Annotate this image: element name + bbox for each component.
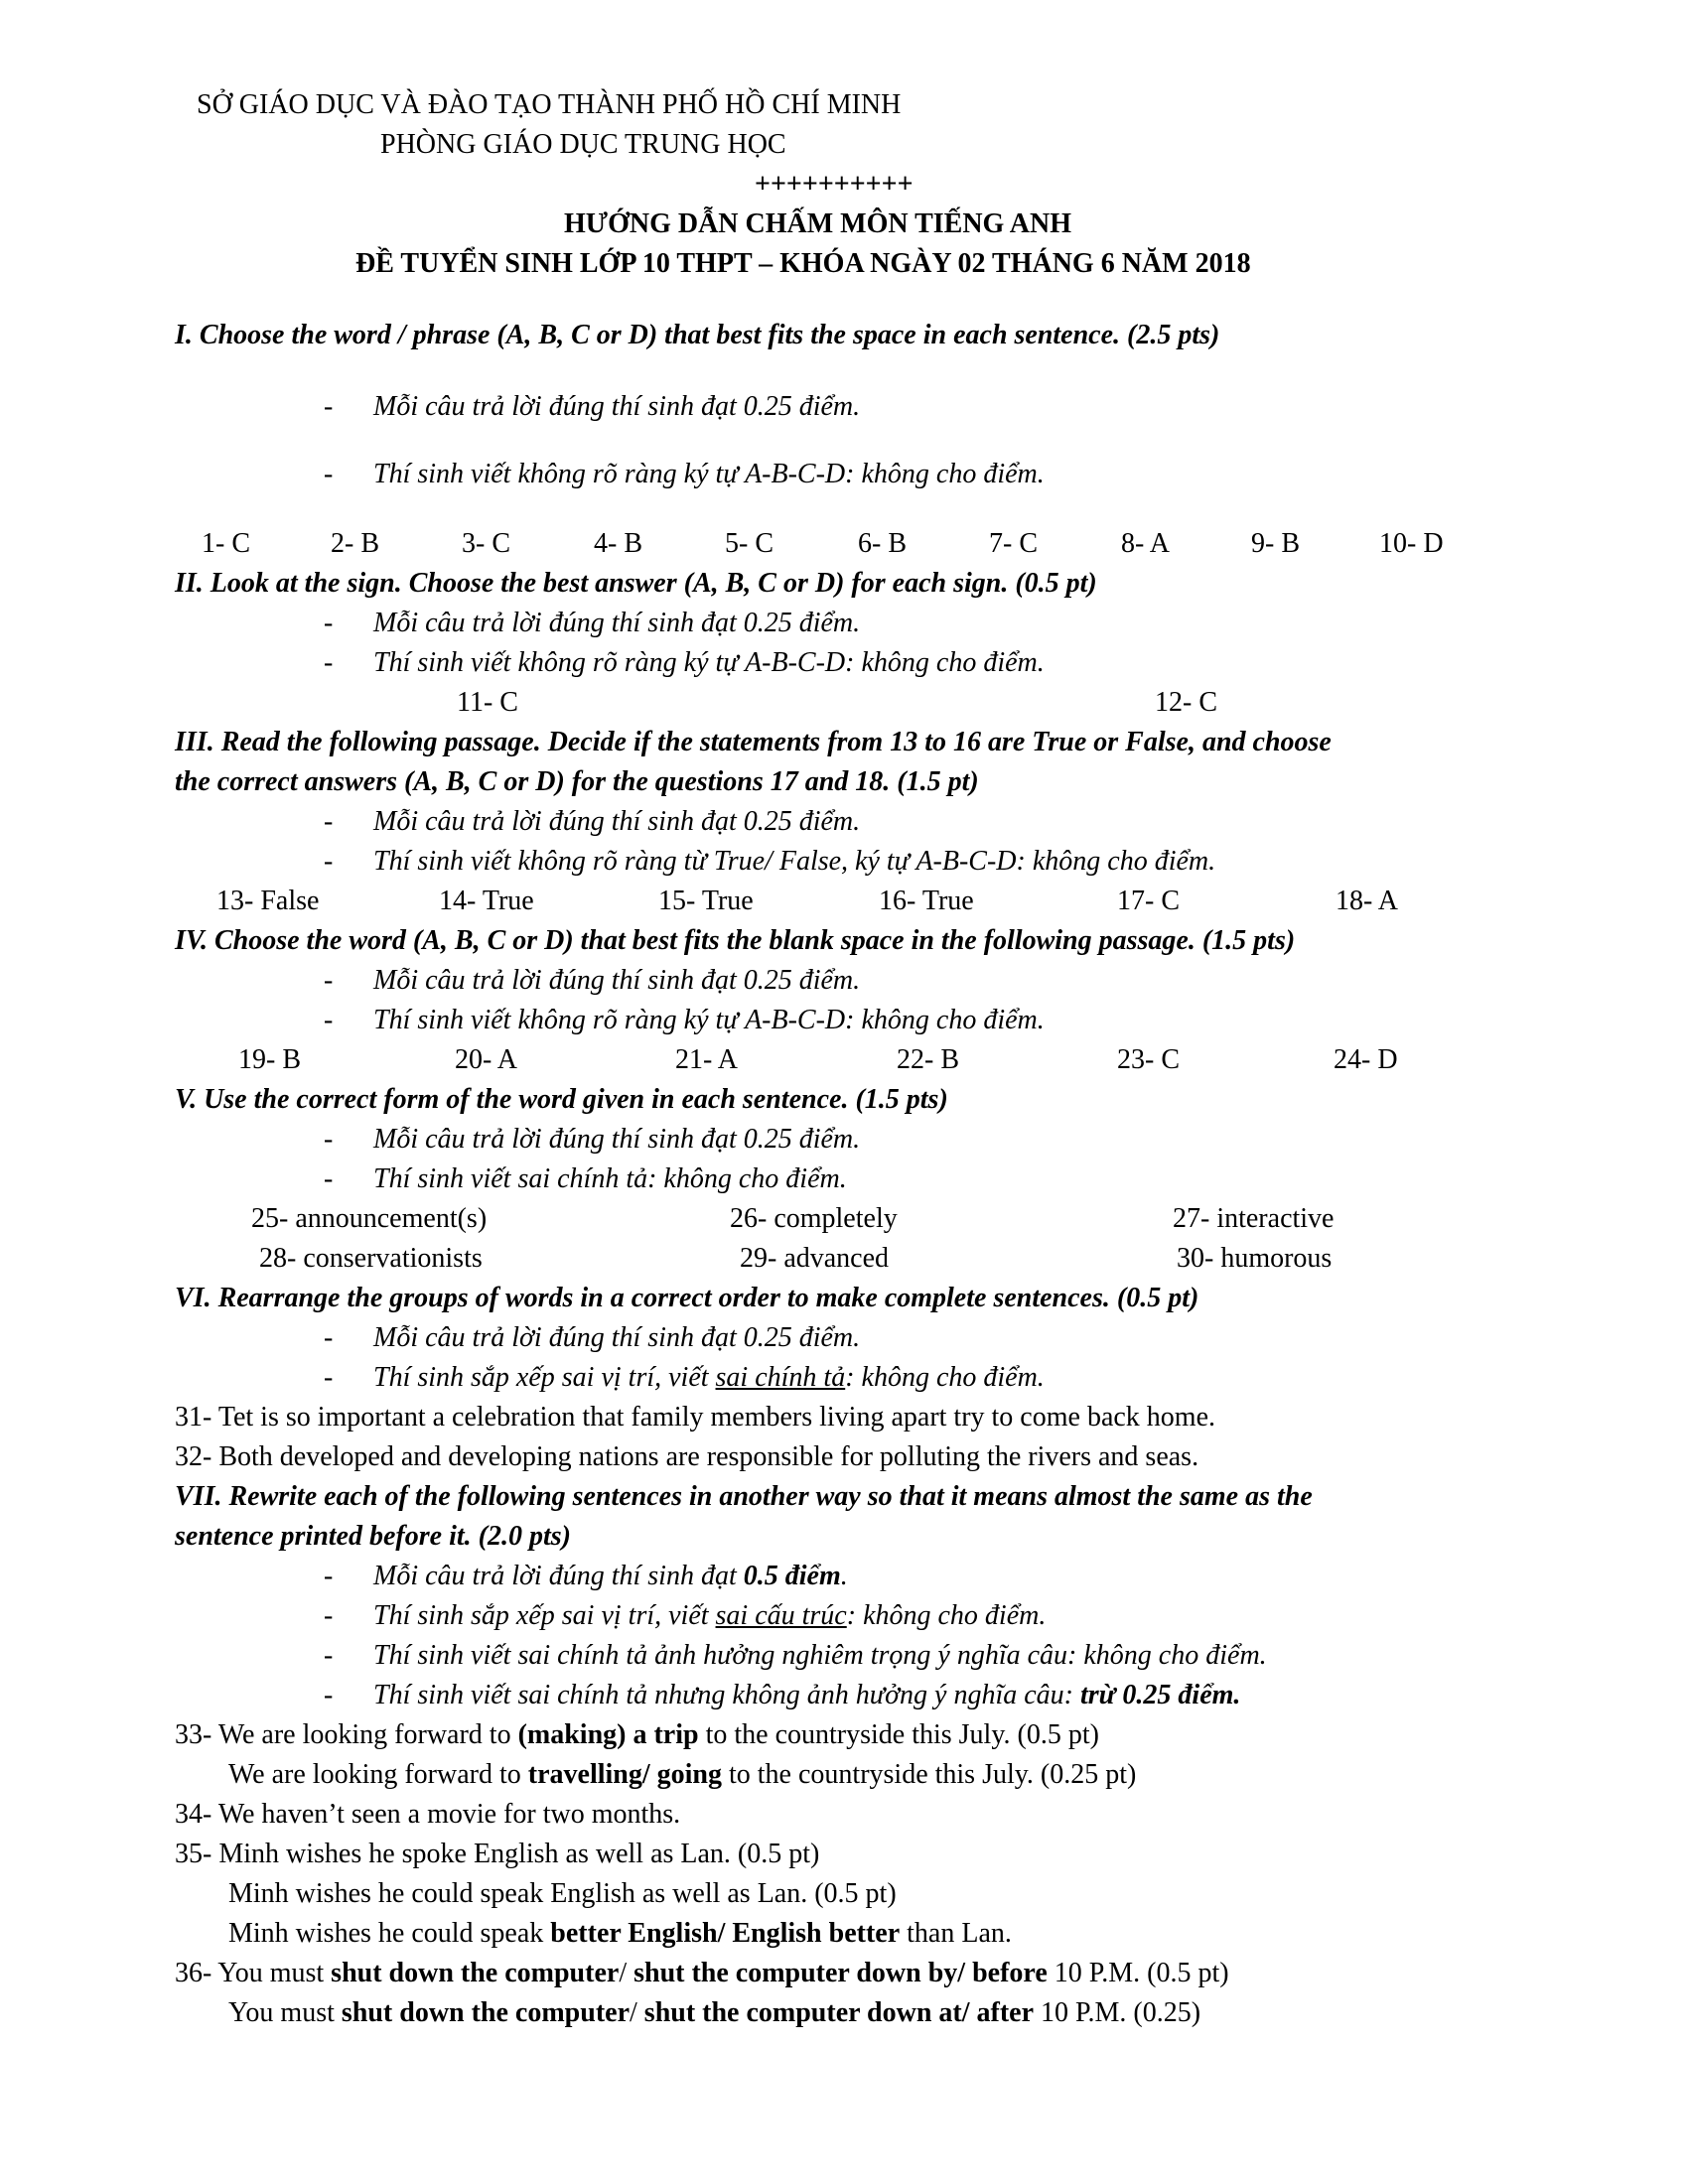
- section-6-note-2: Thí sinh sắp xếp sai vị trí, viết sai chính tả: không cho điểm.: [373, 1362, 1045, 1393]
- exam-subtitle: ĐỀ TUYỂN SINH LỚP 10 THPT – KHÓA NGÀY 02 THÁNG 6 NĂM 2018: [355, 248, 1251, 279]
- answer-27: 27- interactive: [1173, 1203, 1335, 1234]
- answer-29: 29- advanced: [740, 1243, 890, 1274]
- answer-30: 30- humorous: [1177, 1243, 1333, 1274]
- section-7-heading-line-2: sentence printed before it. (2.0 pts): [175, 1521, 571, 1552]
- answer-36-line-1: 36- You must shut down the computer/ shut the computer down by/ before 10 P.M. (0.5 pt): [175, 1958, 1229, 1988]
- section-7-note-1: Mỗi câu trả lời đúng thí sinh đạt 0.5 điểm.: [373, 1561, 848, 1591]
- answer-35-line-2: Minh wishes he could speak English as well as Lan. (0.5 pt): [228, 1878, 897, 1909]
- answer-33-line-2: We are looking forward to travelling/ going to the countryside this July. (0.25 pt): [228, 1759, 1137, 1790]
- answer-35-line-3: Minh wishes he could speak better English/ English better than Lan.: [228, 1918, 1012, 1949]
- section-7-note-3: Thí sinh viết sai chính tả ảnh hưởng nghiêm trọng ý nghĩa câu: không cho điểm.: [373, 1640, 1267, 1671]
- section-3-note-1: Mỗi câu trả lời đúng thí sinh đạt 0.25 điểm.: [373, 806, 861, 837]
- section-1-note-2: Thí sinh viết không rõ ràng ký tự A-B-C-D: không cho điểm.: [373, 459, 1045, 489]
- answer-32: 32- Both developed and developing nations are responsible for polluting the rivers and seas.: [175, 1441, 1199, 1472]
- bullet-dash: -: [324, 647, 334, 678]
- bullet-dash: -: [324, 1600, 334, 1631]
- bullet-dash: -: [324, 965, 334, 996]
- answer-20: 20- A: [455, 1044, 517, 1075]
- answer-14: 14- True: [439, 886, 534, 916]
- answer-2: 2- B: [331, 528, 379, 559]
- section-3-heading-line-2: the correct answers (A, B, C or D) for the questions 17 and 18. (1.5 pt): [175, 766, 979, 797]
- bullet-dash: -: [324, 1362, 334, 1393]
- bullet-dash: -: [324, 1163, 334, 1194]
- answer-6: 6- B: [858, 528, 907, 559]
- answer-21: 21- A: [675, 1044, 738, 1075]
- bullet-dash: -: [324, 1124, 334, 1155]
- section-1-heading: I. Choose the word / phrase (A, B, C or D) that best fits the space in each sentence. (2.5 pts): [175, 320, 1220, 350]
- section-2-note-2: Thí sinh viết không rõ ràng ký tự A-B-C-D: không cho điểm.: [373, 647, 1045, 678]
- section-7-heading-line-1: VII. Rewrite each of the following sentences in another way so that it means almost the same as the: [175, 1481, 1313, 1512]
- bullet-dash: -: [324, 459, 334, 489]
- answer-24: 24- D: [1334, 1044, 1398, 1075]
- section-2-heading: II. Look at the sign. Choose the best answer (A, B, C or D) for each sign. (0.5 pt): [175, 568, 1097, 599]
- answer-34: 34- We haven’t seen a movie for two months.: [175, 1799, 681, 1830]
- answer-16: 16- True: [879, 886, 974, 916]
- bullet-dash: -: [324, 1561, 334, 1591]
- section-4-heading: IV. Choose the word (A, B, C or D) that best fits the blank space in the following passage. (1.5 pts): [175, 925, 1296, 956]
- answer-7: 7- C: [989, 528, 1038, 559]
- section-1-note-1: Mỗi câu trả lời đúng thí sinh đạt 0.25 điểm.: [373, 391, 861, 422]
- answer-22: 22- B: [897, 1044, 959, 1075]
- bullet-dash: -: [324, 1322, 334, 1353]
- section-6-note-1: Mỗi câu trả lời đúng thí sinh đạt 0.25 điểm.: [373, 1322, 861, 1353]
- bullet-dash: -: [324, 1640, 334, 1671]
- bullet-dash: -: [324, 1005, 334, 1035]
- answer-8: 8- A: [1121, 528, 1170, 559]
- section-6-heading: VI. Rearrange the groups of words in a correct order to make complete sentences. (0.5 pt): [175, 1283, 1199, 1313]
- answer-9: 9- B: [1251, 528, 1300, 559]
- bullet-dash: -: [324, 1680, 334, 1710]
- answer-13: 13- False: [216, 886, 320, 916]
- office-name: PHÒNG GIÁO DỤC TRUNG HỌC: [380, 129, 786, 160]
- section-5-note-2: Thí sinh viết sai chính tả: không cho điểm.: [373, 1163, 847, 1194]
- answer-31: 31- Tet is so important a celebration that family members living apart try to come back home.: [175, 1402, 1216, 1433]
- section-7-note-4: Thí sinh viết sai chính tả nhưng không ảnh hưởng ý nghĩa câu: trừ 0.25 điểm.: [373, 1680, 1241, 1710]
- answer-4: 4- B: [594, 528, 642, 559]
- bullet-dash: -: [324, 391, 334, 422]
- separator: ++++++++++: [755, 169, 914, 200]
- answer-23: 23- C: [1117, 1044, 1180, 1075]
- answer-12: 12- C: [1155, 687, 1217, 718]
- answer-33-line-1: 33- We are looking forward to (making) a trip to the countryside this July. (0.5 pt): [175, 1719, 1099, 1750]
- answer-5: 5- C: [725, 528, 774, 559]
- answer-35-line-1: 35- Minh wishes he spoke English as well as Lan. (0.5 pt): [175, 1839, 820, 1869]
- section-2-note-1: Mỗi câu trả lời đúng thí sinh đạt 0.25 điểm.: [373, 608, 861, 638]
- department-name: SỞ GIÁO DỤC VÀ ĐÀO TẠO THÀNH PHỐ HỒ CHÍ MINH: [197, 89, 902, 120]
- section-4-note-2: Thí sinh viết không rõ ràng ký tự A-B-C-D: không cho điểm.: [373, 1005, 1045, 1035]
- answer-11: 11- C: [457, 687, 518, 718]
- section-7-note-2: Thí sinh sắp xếp sai vị trí, viết sai cấu trúc: không cho điểm.: [373, 1600, 1047, 1631]
- answer-36-line-2: You must shut down the computer/ shut the computer down at/ after 10 P.M. (0.25): [228, 1997, 1201, 2028]
- bullet-dash: -: [324, 608, 334, 638]
- bullet-dash: -: [324, 846, 334, 877]
- answer-1: 1- C: [202, 528, 250, 559]
- answer-28: 28- conservationists: [259, 1243, 483, 1274]
- answer-3: 3- C: [462, 528, 510, 559]
- section-3-heading-line-1: III. Read the following passage. Decide if the statements from 13 to 16 are True or False, and choose: [175, 727, 1332, 757]
- answer-26: 26- completely: [730, 1203, 898, 1234]
- bullet-dash: -: [324, 806, 334, 837]
- answer-15: 15- True: [658, 886, 754, 916]
- answer-19: 19- B: [238, 1044, 301, 1075]
- answer-17: 17- C: [1117, 886, 1180, 916]
- answer-25: 25- announcement(s): [251, 1203, 488, 1234]
- section-3-note-2: Thí sinh viết không rõ ràng từ True/ False, ký tự A-B-C-D: không cho điểm.: [373, 846, 1216, 877]
- answer-10: 10- D: [1379, 528, 1444, 559]
- section-5-heading: V. Use the correct form of the word given in each sentence. (1.5 pts): [175, 1084, 948, 1115]
- document-title: HƯỚNG DẪN CHẤM MÔN TIẾNG ANH: [564, 208, 1071, 239]
- section-4-note-1: Mỗi câu trả lời đúng thí sinh đạt 0.25 điểm.: [373, 965, 861, 996]
- answer-18: 18- A: [1336, 886, 1398, 916]
- section-5-note-1: Mỗi câu trả lời đúng thí sinh đạt 0.25 điểm.: [373, 1124, 861, 1155]
